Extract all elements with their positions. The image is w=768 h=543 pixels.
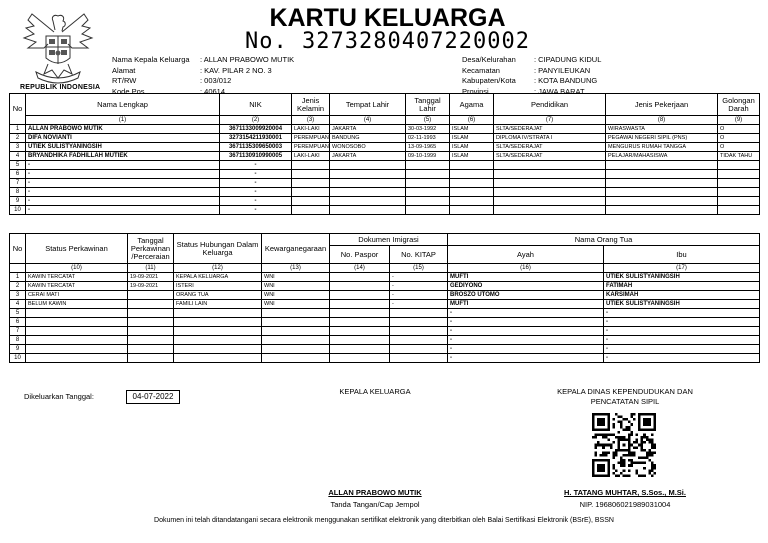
table-cell (390, 327, 448, 336)
col-number (10, 264, 26, 273)
col-number: (7) (494, 116, 606, 125)
table-cell (292, 197, 330, 206)
table-cell: UTIEK SULISTYANINGSIH (604, 273, 760, 282)
table-cell (330, 309, 390, 318)
status-row (10, 345, 760, 354)
row-number: 2 (10, 282, 26, 291)
table-cell (262, 318, 330, 327)
table-cell (330, 345, 390, 354)
row-number: 3 (10, 291, 26, 300)
table-cell (128, 354, 174, 363)
row-number: 5 (10, 309, 26, 318)
status-row (10, 282, 760, 291)
col-header: No (10, 94, 26, 125)
row-number: 4 (10, 152, 26, 161)
table-cell: WONOSOBO (330, 143, 406, 152)
agency-head-title: KEPALA DINAS KEPENDUDUKAN DAN PENCATATAN SIPIL (557, 387, 693, 406)
table-cell: O (718, 134, 760, 143)
table-cell: SLTA/SEDERAJAT (494, 125, 606, 134)
table-cell: LAKI-LAKI (292, 152, 330, 161)
table-cell: SLTA/SEDERAJAT (494, 152, 606, 161)
table-cell (174, 318, 262, 327)
info-label: Nama Kepala Keluarga (112, 55, 190, 64)
status-colnum-row (10, 264, 760, 273)
table-cell (718, 188, 760, 197)
table-cell: PEREMPUAN (292, 143, 330, 152)
status-row (10, 309, 760, 318)
col-header: Nama Orang Tua (448, 234, 760, 246)
col-header: Golongan Darah (718, 94, 760, 116)
member-row (10, 125, 760, 134)
table-cell: - (26, 197, 220, 206)
table-cell (494, 170, 606, 179)
table-cell: - (26, 188, 220, 197)
table-cell: - (220, 161, 292, 170)
table-cell (292, 188, 330, 197)
agency-head-name: H. TATANG MUHTAR, S.Sos., M.Si. (564, 488, 686, 497)
table-cell (330, 188, 406, 197)
table-cell: CERAI MATI (26, 291, 128, 300)
family-head-title: KEPALA KELUARGA (339, 387, 411, 396)
table-cell: WNI (262, 300, 330, 309)
row-number: 9 (10, 345, 26, 354)
table-cell (292, 170, 330, 179)
table-cell: WNI (262, 273, 330, 282)
table-cell: KARSIMAH (604, 291, 760, 300)
col-header: Dokumen Imigrasi (330, 234, 448, 246)
table-cell: - (26, 179, 220, 188)
table-cell: BELUM KAWIN (26, 300, 128, 309)
member-row (10, 170, 760, 179)
table-cell: - (390, 282, 448, 291)
table-cell: 30-03-1992 (406, 125, 450, 134)
col-number: (6) (450, 116, 494, 125)
info-label: Alamat (112, 65, 136, 75)
table-cell: ISLAM (450, 125, 494, 134)
family-head-role: Tanda Tangan/Cap Jempol (330, 500, 420, 509)
row-number: 7 (10, 327, 26, 336)
table-cell: 3273154211930001 (220, 134, 292, 143)
table-cell (128, 309, 174, 318)
table-cell: TIDAK TAHU (718, 152, 760, 161)
table-cell (406, 188, 450, 197)
table-cell: - (26, 170, 220, 179)
table-cell (262, 327, 330, 336)
table-cell: - (448, 336, 604, 345)
table-cell (174, 354, 262, 363)
table-cell (330, 273, 390, 282)
table-cell (718, 170, 760, 179)
table-cell (494, 161, 606, 170)
col-number: (14) (330, 264, 390, 273)
status-body (10, 273, 760, 363)
table-cell: - (390, 291, 448, 300)
row-number: 3 (10, 143, 26, 152)
agency-head-nip: NIP. 196806021989031004 (579, 500, 671, 509)
table-cell (128, 300, 174, 309)
household-info (110, 54, 296, 98)
family-card-number (200, 29, 575, 54)
table-cell (330, 300, 390, 309)
member-row (10, 143, 760, 152)
info-label: RT/RW (112, 76, 137, 85)
table-cell: PEGAWAI NEGERI SIPIL (PNS) (606, 134, 718, 143)
table-cell: - (448, 327, 604, 336)
table-cell: UTIEK SULISTYANINGSIH (604, 300, 760, 309)
member-row (10, 197, 760, 206)
table-cell (292, 206, 330, 215)
row-number: 5 (10, 161, 26, 170)
table-cell (390, 354, 448, 363)
member-row (10, 206, 760, 215)
table-cell: ORANG TUA (174, 291, 262, 300)
table-cell: MENGURUS RUMAH TANGGA (606, 143, 718, 152)
table-cell (330, 327, 390, 336)
members-body (10, 125, 760, 215)
table-cell: - (220, 197, 292, 206)
status-row (10, 327, 760, 336)
col-header: Nama Lengkap (26, 94, 220, 116)
table-cell: 19-09-2021 (128, 273, 174, 282)
table-cell: DIPLOMA IV/STRATA I (494, 134, 606, 143)
table-cell (128, 345, 174, 354)
table-cell: - (220, 206, 292, 215)
member-row (10, 134, 760, 143)
table-cell: JAKARTA (330, 152, 406, 161)
status-row (10, 300, 760, 309)
table-cell (262, 309, 330, 318)
table-cell (450, 206, 494, 215)
qr-code-icon (592, 413, 656, 477)
row-number: 8 (10, 336, 26, 345)
table-cell (292, 161, 330, 170)
table-cell (494, 206, 606, 215)
table-cell (390, 309, 448, 318)
col-number: (10) (26, 264, 128, 273)
col-header: Status Perkawinan (26, 234, 128, 264)
table-cell: MUFTI (448, 273, 604, 282)
electronic-signature-note: Dokumen ini telah ditandatangani secara elektronik menggunakan sertifikat elektronik yang diterbitkan oleh Balai Sertifikasi Elektronik (BSrE), BSSN (154, 517, 614, 524)
table-cell (128, 318, 174, 327)
table-cell: FAMILI LAIN (174, 300, 262, 309)
col-number: (12) (174, 264, 262, 273)
table-cell: 3671130910990005 (220, 152, 292, 161)
table-cell: - (26, 206, 220, 215)
table-cell (450, 197, 494, 206)
member-row (10, 161, 760, 170)
table-cell: ISTERI (174, 282, 262, 291)
info-label: Desa/Kelurahan (462, 55, 516, 64)
table-cell (330, 170, 406, 179)
table-cell: - (448, 318, 604, 327)
table-cell (406, 170, 450, 179)
col-number: (5) (406, 116, 450, 125)
table-cell: ISLAM (450, 143, 494, 152)
region-info (460, 54, 603, 98)
table-cell (174, 309, 262, 318)
table-cell (718, 197, 760, 206)
table-cell: JAKARTA (330, 125, 406, 134)
table-cell: - (390, 300, 448, 309)
info-value: : JAWA BARAT (534, 86, 585, 96)
table-cell: BRYANDHIKA FADHILLAH MUTIEK (26, 152, 220, 161)
table-cell: - (604, 327, 760, 336)
table-cell: BROSZO UTOMO (448, 291, 604, 300)
member-row (10, 188, 760, 197)
col-number: (3) (292, 116, 330, 125)
table-cell (330, 197, 406, 206)
document-title: KARTU KELUARGA (269, 4, 506, 32)
col-number: (11) (128, 264, 174, 273)
row-number: 6 (10, 318, 26, 327)
table-cell (606, 206, 718, 215)
table-cell: GEDIYONO (448, 282, 604, 291)
col-number: (13) (262, 264, 330, 273)
table-cell (606, 179, 718, 188)
row-number: 1 (10, 125, 26, 134)
table-cell (450, 188, 494, 197)
table-cell (128, 291, 174, 300)
table-cell: 09-10-1999 (406, 152, 450, 161)
col-header: Ayah (448, 246, 604, 264)
table-cell: - (220, 170, 292, 179)
row-number: 2 (10, 134, 26, 143)
info-value: : KOTA BANDUNG (534, 76, 598, 85)
table-cell: - (448, 354, 604, 363)
table-cell (406, 197, 450, 206)
col-header: No. KITAP (390, 246, 448, 264)
table-cell (26, 345, 128, 354)
table-cell (26, 309, 128, 318)
table-cell (292, 179, 330, 188)
status-row (10, 273, 760, 282)
table-cell: KAWIN TERCATAT (26, 273, 128, 282)
col-number: (15) (390, 264, 448, 273)
table-cell (450, 179, 494, 188)
issued-date: 04-07-2022 (126, 390, 180, 404)
table-cell (718, 206, 760, 215)
col-number: (2) (220, 116, 292, 125)
table-cell (406, 161, 450, 170)
table-cell (494, 188, 606, 197)
col-number: (9) (718, 116, 760, 125)
table-cell: 13-09-1965 (406, 143, 450, 152)
row-number: 4 (10, 300, 26, 309)
garuda-emblem-icon (18, 6, 98, 88)
info-label: Provinsi (462, 86, 489, 96)
table-cell: PEREMPUAN (292, 134, 330, 143)
col-header: Tanggal Perkawinan /Perceraian (128, 234, 174, 264)
table-cell (330, 282, 390, 291)
table-cell (450, 161, 494, 170)
table-cell (606, 197, 718, 206)
col-header: Status Hubungan Dalam Keluarga (174, 234, 262, 264)
row-number: 7 (10, 179, 26, 188)
table-cell: BANDUNG (330, 134, 406, 143)
table-cell: - (220, 188, 292, 197)
status-row (10, 354, 760, 363)
members-header-row (10, 94, 760, 116)
table-cell (406, 179, 450, 188)
table-cell (450, 170, 494, 179)
col-number: (8) (606, 116, 718, 125)
table-cell (174, 336, 262, 345)
table-cell: - (604, 309, 760, 318)
number-prefix: No. (245, 29, 288, 54)
table-cell (128, 336, 174, 345)
status-row (10, 336, 760, 345)
table-cell: O (718, 125, 760, 134)
table-cell: 02-11-1993 (406, 134, 450, 143)
table-cell (26, 354, 128, 363)
info-value: : ALLAN PRABOWO MUTIK (200, 55, 295, 64)
col-number: (17) (604, 264, 760, 273)
row-number: 1 (10, 273, 26, 282)
info-label: Kode Pos (112, 86, 145, 96)
table-cell (330, 336, 390, 345)
col-number: (1) (26, 116, 220, 125)
table-cell (262, 345, 330, 354)
table-cell (330, 161, 406, 170)
info-value: : KAV. PILAR 2 NO. 3 (200, 65, 272, 75)
table-cell (262, 354, 330, 363)
table-cell (26, 318, 128, 327)
table-cell: FATIMAH (604, 282, 760, 291)
table-cell (606, 170, 718, 179)
table-cell (26, 327, 128, 336)
table-cell: - (26, 161, 220, 170)
status-row (10, 318, 760, 327)
table-cell (330, 318, 390, 327)
table-cell: - (220, 179, 292, 188)
table-cell: WNI (262, 282, 330, 291)
info-value: : 003/012 (200, 76, 232, 85)
members-colnum-row (10, 116, 760, 125)
number-value: 3273280407220002 (302, 29, 530, 54)
col-header: No. Paspor (330, 246, 390, 264)
table-cell (718, 161, 760, 170)
status-row (10, 291, 760, 300)
col-number: (4) (330, 116, 406, 125)
col-number: (16) (448, 264, 604, 273)
row-number: 6 (10, 170, 26, 179)
table-cell: DIFA NOVIANTI (26, 134, 220, 143)
col-header: Jenis Kelamin (292, 94, 330, 116)
table-cell: WNI (262, 291, 330, 300)
col-header: NIK (220, 94, 292, 116)
member-row (10, 152, 760, 161)
table-cell (606, 161, 718, 170)
member-row (10, 179, 760, 188)
table-cell: 3671133009920004 (220, 125, 292, 134)
table-cell (330, 179, 406, 188)
table-cell (494, 197, 606, 206)
info-value: : PANYILEUKAN (534, 65, 591, 75)
table-cell: ISLAM (450, 134, 494, 143)
status-header-row-1 (10, 234, 760, 246)
table-cell: - (604, 318, 760, 327)
table-cell: 19-09-2021 (128, 282, 174, 291)
info-value: : CIPADUNG KIDUL (534, 55, 602, 64)
table-cell: KEPALA KELUARGA (174, 273, 262, 282)
table-cell (26, 336, 128, 345)
table-cell (606, 188, 718, 197)
table-cell: ALLAN PRABOWO MUTIK (26, 125, 220, 134)
table-cell: - (604, 354, 760, 363)
table-cell (128, 327, 174, 336)
table-cell: LAKI-LAKI (292, 125, 330, 134)
table-cell (718, 179, 760, 188)
row-number: 9 (10, 197, 26, 206)
col-header: Agama (450, 94, 494, 116)
col-header: Kewarganegaraan (262, 234, 330, 264)
table-cell: O (718, 143, 760, 152)
table-cell: - (448, 309, 604, 318)
col-header: Tempat Lahir (330, 94, 406, 116)
table-cell: PELAJAR/MAHASISWA (606, 152, 718, 161)
table-cell: UTIEK SULISTYANINGSIH (26, 143, 220, 152)
info-value: : 40614 (200, 86, 226, 96)
col-header: Tanggal Lahir (406, 94, 450, 116)
row-number: 8 (10, 188, 26, 197)
info-label: Kabupaten/Kota (462, 76, 516, 85)
table-cell: WIRASWASTA (606, 125, 718, 134)
table-cell (330, 206, 406, 215)
table-cell (174, 345, 262, 354)
table-cell: - (448, 345, 604, 354)
table-cell: 3671135309650003 (220, 143, 292, 152)
table-cell (330, 291, 390, 300)
country-label: REPUBLIK INDONESIA (20, 84, 101, 91)
col-header: No (10, 234, 26, 264)
info-label: Kecamatan (462, 65, 500, 75)
members-table (9, 93, 760, 215)
col-header: Ibu (604, 246, 760, 264)
table-cell: - (390, 273, 448, 282)
table-cell (494, 179, 606, 188)
table-cell: - (604, 336, 760, 345)
table-cell: ISLAM (450, 152, 494, 161)
family-head-name: ALLAN PRABOWO MUTIK (328, 488, 422, 497)
table-cell: - (604, 345, 760, 354)
table-cell (330, 354, 390, 363)
status-table (9, 233, 760, 363)
table-cell (390, 336, 448, 345)
table-cell: MUFTI (448, 300, 604, 309)
table-cell: SLTA/SEDERAJAT (494, 143, 606, 152)
col-header: Pendidikan (494, 94, 606, 116)
table-cell (174, 327, 262, 336)
issued-label: Dikeluarkan Tanggal: (24, 392, 94, 401)
row-number: 10 (10, 354, 26, 363)
col-header: Jenis Pekerjaan (606, 94, 718, 116)
table-cell (390, 318, 448, 327)
table-cell (262, 336, 330, 345)
row-number: 10 (10, 206, 26, 215)
table-cell (390, 345, 448, 354)
table-cell (406, 206, 450, 215)
table-cell: KAWIN TERCATAT (26, 282, 128, 291)
